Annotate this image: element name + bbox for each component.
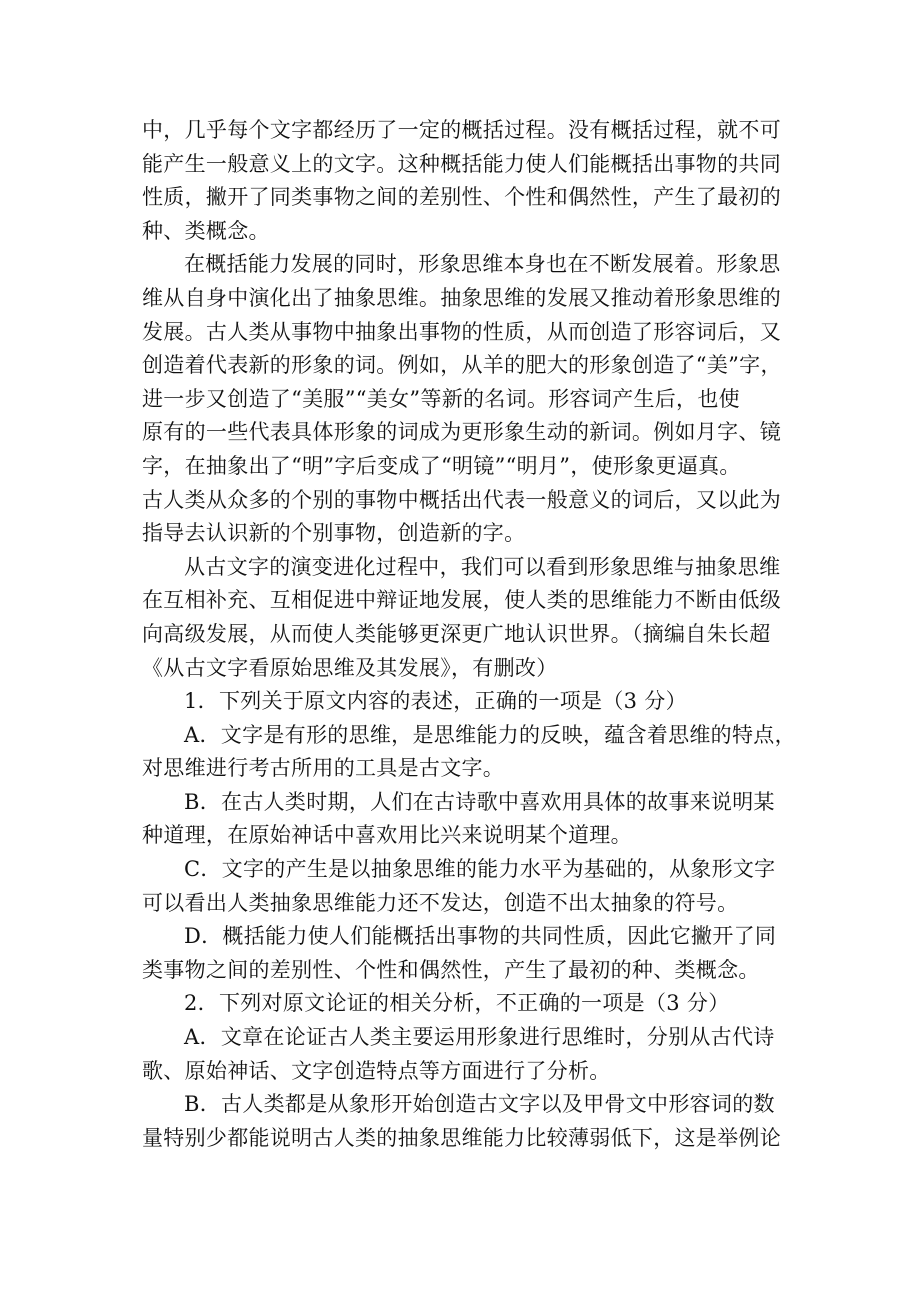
paragraph-start-abstraction: 在概括能力发展的同时，形象思维本身也在不断发展着。形象思	[184, 252, 781, 277]
paragraph-line: 指导去认识新的个别事物，创造新的字。	[142, 521, 526, 546]
question-1-option-c: C．文字的产生是以抽象思维的能力水平为基础的，从象形文字	[184, 857, 776, 882]
question-2: 2．下列对原文论证的相关分析，不正确的一项是（3 分）	[184, 991, 730, 1016]
paragraph-continuation-line-2: 能产生一般意义上的文字。这种概括能力使人们能概括出事物的共同	[142, 151, 781, 176]
paragraph-continuation-line-1: 中，几乎每个文字都经历了一定的概括过程。没有概括过程，就不可	[142, 118, 781, 142]
question-2-option-a-continued: 歌、原始神话、文字创造特点等方面进行了分析。	[142, 1058, 611, 1083]
paragraph-line: 维从自身中演化出了抽象思维。抽象思维的发展又推动着形象思维的	[142, 285, 781, 310]
paragraph-line: 古人类从众多的个别的事物中概括出代表一般意义的词后，又以此为	[142, 487, 781, 512]
paragraph-line: 原有的一些代表具体形象的词成为更形象生动的新词。例如月字、镜	[142, 420, 781, 445]
question-1: 1．下列关于原文内容的表述，正确的一项是（3 分）	[184, 689, 687, 714]
question-1-option-a-continued: 对思维进行考古所用的工具是古文字。	[142, 756, 505, 781]
question-1-option-d: D．概括能力使人们能概括出事物的共同性质，因此它撇开了同	[184, 924, 777, 949]
question-2-option-b-continued: 量特别少都能说明古人类的抽象思维能力比较薄弱低下，这是举例论	[142, 1125, 781, 1150]
paragraph-line: 发展。古人类从事物中抽象出事物的性质，从而创造了形容词后，又	[142, 319, 781, 344]
question-1-option-d-continued: 类事物之间的差别性、个性和偶然性，产生了最初的种、类概念。	[142, 957, 760, 982]
question-1-option-b: B．在古人类时期，人们在古诗歌中喜欢用具体的故事来说明某	[184, 789, 775, 814]
question-1-option-b-continued: 种道理，在原始神话中喜欢用比兴来说明某个道理。	[142, 823, 632, 848]
question-1-option-a: A．文字是有形的思维，是思维能力的反映，蕴含着思维的特点，	[184, 722, 796, 747]
source-citation: 《从古文字看原始思维及其发展》，有删改）	[142, 655, 558, 680]
paragraph-start-evolution: 从古文字的演变进化过程中，我们可以看到形象思维与抽象思维	[184, 554, 781, 579]
paragraph-continuation-line-3: 性质，撇开了同类事物之间的差别性、个性和偶然性，产生了最初的	[142, 185, 781, 210]
paragraph-line: 进一步又创造了“美服”“美女”等新的名词。形容词产生后，也使	[142, 386, 740, 411]
question-2-option-b: B．古人类都是从象形开始创造古文字以及甲骨文中形容词的数	[184, 1092, 775, 1117]
paragraph-line: 在互相补充、互相促进中辩证地发展，使人类的思维能力不断由低级	[142, 588, 781, 613]
paragraph-line: 向高级发展，从而使人类能够更深更广地认识世界。（摘编自朱长超	[142, 621, 771, 646]
paragraph-continuation-line-4: 种、类概念。	[142, 218, 270, 243]
paragraph-line: 创造着代表新的形象的词。例如，从羊的肥大的形象创造了“美”字，	[142, 353, 782, 378]
question-1-option-c-continued: 可以看出人类抽象思维能力还不发达，创造不出太抽象的符号。	[142, 890, 739, 915]
document-text	[142, 114, 796, 1155]
paragraph-line: 字，在抽象出了“明”字后变成了“明镜”“明月”，使形象更逼真。	[142, 453, 741, 478]
question-2-option-a: A．文章在论证古人类主要运用形象进行思维时，分别从古代诗	[184, 1025, 775, 1050]
